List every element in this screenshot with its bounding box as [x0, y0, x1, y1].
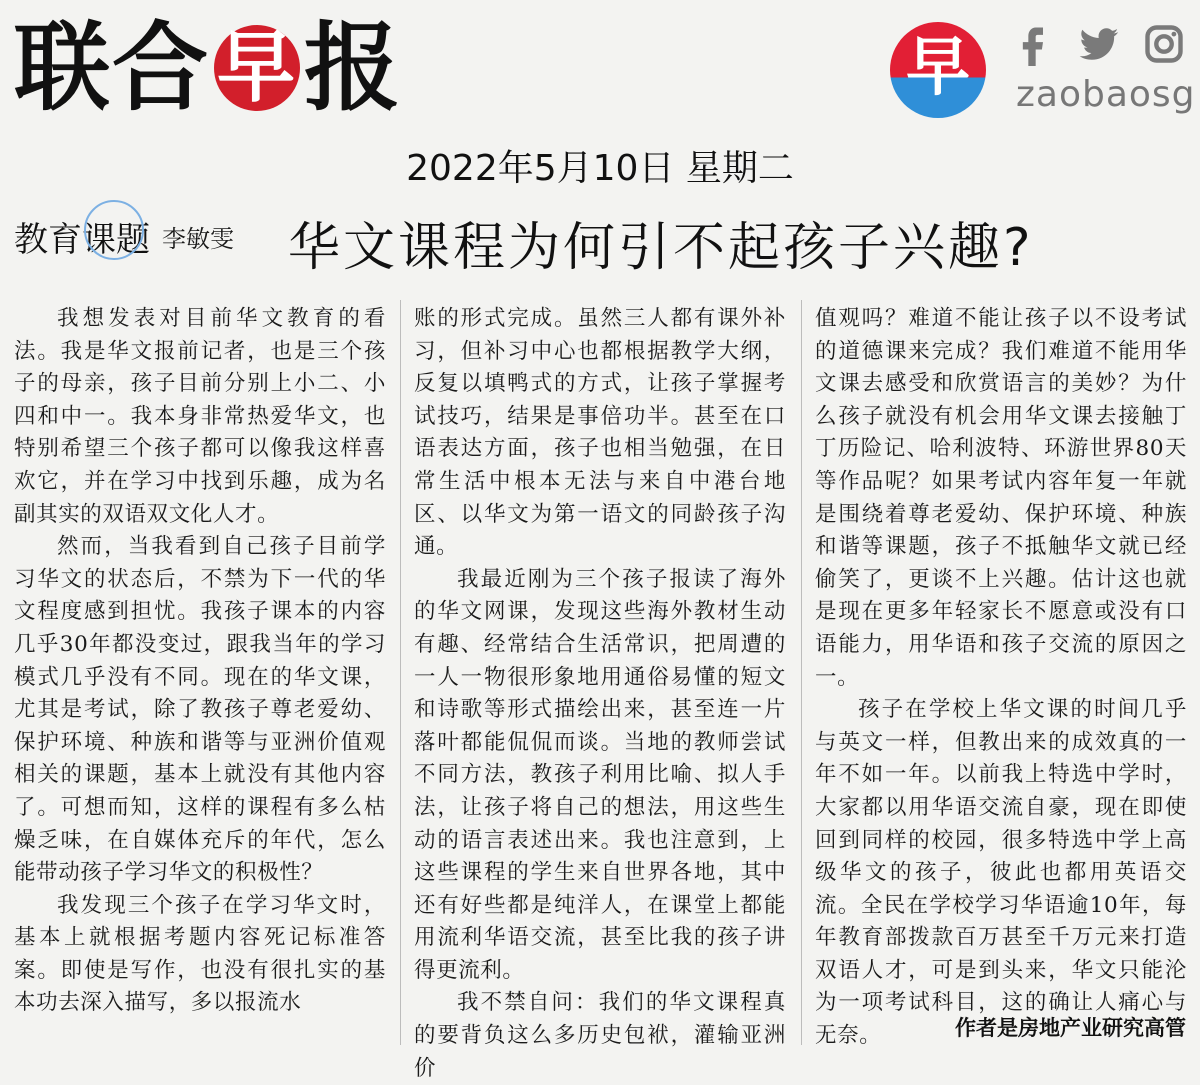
article-column-2 — [414, 303, 786, 1085]
social-icons — [1010, 22, 1186, 66]
paragraph: 然而，当我看到自己孩子目前学习华文的状态后，不禁为下一代的华文程度感到担忧。我孩子课本的内容几乎30年都没变过，跟我当年的学习模式几乎没有不同。现在的华文课，尤其是考试，除了教孩子尊老爱幼、保护环境、种族和谐等与亚洲价值观相关的课题，基本上就没有其他内容了。可想而知，这样的课程有多么枯燥乏味，在自媒体充斥的年代，怎么能带动孩子学习华文的积极性？ — [14, 534, 386, 886]
paragraph-continued: 账的形式完成。虽然三人都有课外补习，但补习中心也都根据教学大纲，反复以填鸭式的方式，让孩子掌握考试技巧，结果是事倍功半。甚至在口语表达方面，孩子也相当勉强，在日常生活中根本无法与来自中港台地区、以华文为第一语文的同龄孩子沟通。 — [414, 306, 786, 560]
social-handle: zaobaosg — [1016, 74, 1196, 115]
paragraph: 我发现三个孩子在学习华文时，基本上就根据考题内容死记标准答案。即使是写作，也没有很扎实的基本功去深入描写，多以报流水 — [14, 892, 386, 1016]
paragraph: 孩子在学校上华文课的时间几乎与英文一样，但教出来的成效真的一年不如一年。以前我上特选中学时，大家都以用华语交流自豪，现在即使回到同样的校园，很多特选中学上高级华文的孩子，彼此也都用英语交流。全民在学校学习华语逾10年，每年教育部拨款百万甚至千万元来打造双语人才，可是到头来，华文只能沦为一项考试科目，这的确让人痛心与无奈。 — [815, 697, 1187, 1049]
paragraph: 我最近刚为三个孩子报读了海外的华文网课，发现这些海外教材生动有趣、经常结合生活常识，把周遭的一人一物很形象地用通俗易懂的短文和诗歌等形式描绘出来，甚至连一片落叶都能侃侃而谈。当地的教师尝试不同方法，教孩子利用比喻、拟人手法，让孩子将自己的想法，用这些生动的语言表述出来。我也注意到，上这些课程的学生来自世界各地，其中还有好些都是纯洋人，在课堂上都能用流利华语交流，甚至比我的孩子讲得更流利。 — [414, 566, 786, 983]
twitter-icon[interactable] — [1076, 22, 1120, 66]
masthead-char: 报 — [304, 11, 402, 124]
column-tag-pre: 教育 — [14, 220, 82, 260]
instagram-icon[interactable] — [1142, 22, 1186, 66]
column-tag-circled: 课题 — [82, 212, 150, 261]
masthead-char: 合 — [112, 11, 210, 124]
column-tag — [14, 212, 234, 261]
facebook-icon[interactable] — [1010, 22, 1054, 66]
author-byline: 作者是房地产业研究高管 — [955, 1016, 1186, 1040]
author-name: 李敏雯 — [162, 225, 234, 253]
column-divider — [400, 300, 401, 1045]
masthead-char-highlight: 早 — [214, 25, 300, 111]
paragraph: 我想发表对目前华文教育的看法。我是华文报前记者，也是三个孩子的母亲，孩子目前分别上小二、小四和中一。我本身非常热爱华文，也特别希望三个孩子都可以像我这样喜欢它，并在学习中找到乐趣，成为名副其实的双语双文化人才。 — [14, 306, 386, 527]
logo-char: 早 — [906, 31, 970, 105]
masthead-char: 联 — [14, 11, 112, 124]
zaobao-logo — [890, 22, 986, 118]
article-column-1 — [14, 303, 386, 1020]
paragraph: 我不禁自问：我们的华文课程真的要背负这么多历史包袱，灌输亚洲价 — [414, 990, 786, 1081]
headline: 华文课程为何引不起孩子兴趣? — [288, 218, 1034, 278]
column-divider — [801, 300, 802, 1045]
issue-date: 2022年5月10日 星期二 — [406, 148, 794, 189]
article-column-3 — [815, 303, 1187, 1053]
masthead — [14, 11, 402, 124]
paragraph-continued: 值观吗？难道不能让孩子以不设考试的道德课来完成？我们难道不能用华文课去感受和欣赏语言的美妙？为什么孩子就没有机会用华文课去接触丁丁历险记、哈利波特、环游世界80天等作品呢？如果考试内容年复一年就是围绕着尊老爱幼、保护环境、种族和谐等课题，孩子不抵触华文就已经偷笑了，更谈不上兴趣。估计这也就是现在更多年轻家长不愿意或没有口语能力，用华语和孩子交流的原因之一。 — [815, 306, 1187, 690]
